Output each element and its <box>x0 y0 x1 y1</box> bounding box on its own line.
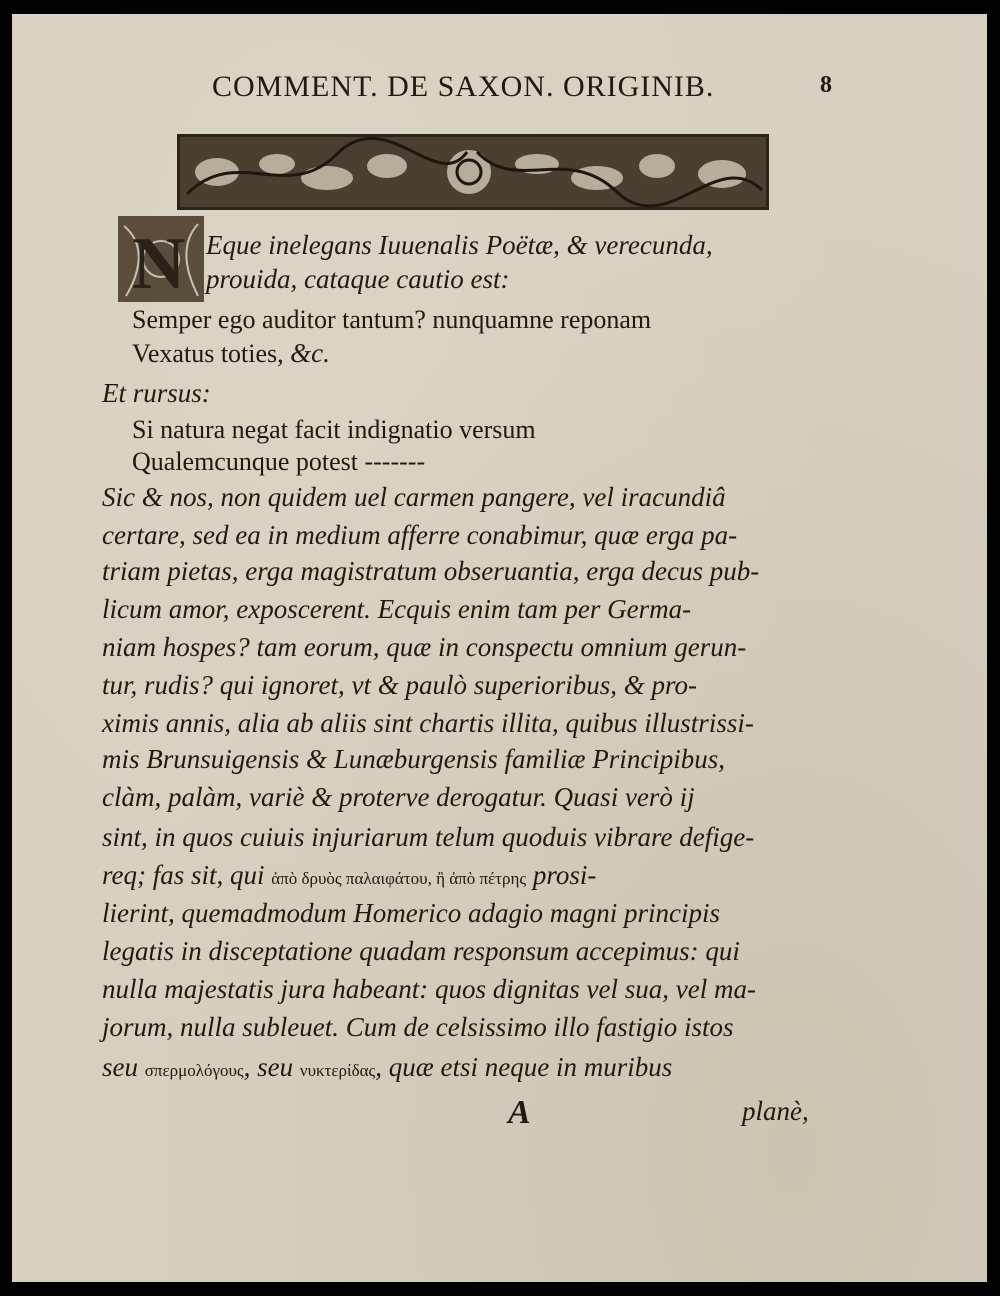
text-line <box>102 1050 672 1088</box>
catchword: planè, <box>742 1096 809 1126</box>
greek-phrase: σπερμολόγους <box>144 1061 244 1080</box>
text-span: req; fas sit, qui <box>102 860 272 890</box>
text-line <box>102 554 759 588</box>
text-span: clàm, palàm, variè & proterve derogatur. Quasi verò ij <box>102 782 695 812</box>
text-line <box>102 896 720 930</box>
text-line <box>102 858 596 896</box>
text-span: prosi- <box>526 860 597 890</box>
text-line <box>102 934 740 968</box>
text-line <box>102 1010 734 1044</box>
text-line <box>132 444 425 479</box>
text-span: licum amor, exposcerent. Ecquis enim tam per Germa- <box>102 594 692 624</box>
text-span: sint, in quos cuiuis injuriarum telum quoduis vibrare defige- <box>102 822 755 852</box>
text-span: lierint, quemadmodum Homerico adagio magni principis <box>102 898 720 928</box>
text-span: jorum, nulla subleuet. Cum de celsissimo illo fastigio istos <box>102 1012 734 1042</box>
text-span: Semper ego auditor tantum? nunquamne reponam <box>132 305 652 334</box>
text-span: prouida, cataque cautio est: <box>206 264 510 294</box>
text-line <box>206 262 509 296</box>
signature-mark: A <box>508 1094 531 1131</box>
text-span: Vexatus toties, <box>132 339 291 368</box>
text-line <box>102 780 695 814</box>
text-span: Si natura negat facit indignatio versum <box>132 415 536 444</box>
text-span: Et rursus: <box>102 378 211 408</box>
text-span: seu <box>102 1052 145 1082</box>
greek-phrase: ἀπὸ δρυὸς παλαιφάτου, ἢ ἀπὸ πέτρης <box>271 869 527 888</box>
text-span: triam pietas, erga magistratum obseruantia, erga decus pub- <box>102 556 760 586</box>
text-line <box>102 630 746 664</box>
greek-phrase: νυκτερίδας <box>299 1061 376 1080</box>
text-span: &c. <box>290 338 330 368</box>
text-line <box>206 228 713 262</box>
running-title: COMMENT. DE SAXON. ORIGINIB. <box>212 70 715 103</box>
text-line <box>102 820 754 854</box>
text-line <box>102 376 211 410</box>
book-page <box>12 14 987 1282</box>
initial-letter: N <box>132 223 186 305</box>
headpiece-ornament <box>177 134 769 210</box>
text-span: nulla majestatis jura habeant: quos dignitas vel sua, vel ma- <box>102 974 756 1004</box>
text-span: niam hospes? tam eorum, quæ in conspectu omnium gerun- <box>102 632 747 662</box>
text-line <box>102 706 754 740</box>
text-span: , seu <box>243 1052 300 1082</box>
text-line <box>102 592 691 626</box>
text-span: legatis in disceptatione quadam responsum accepimus: qui <box>102 936 740 966</box>
decorated-initial <box>118 216 204 305</box>
text-span: Sic & nos, non quidem uel carmen pangere, vel iracundiâ <box>102 482 726 512</box>
page-number: 8 <box>820 72 832 98</box>
text-line <box>102 742 725 776</box>
text-line <box>102 480 726 514</box>
text-line <box>132 412 536 447</box>
text-span: certare, sed ea in medium afferre conabimur, quæ erga pa- <box>102 520 738 550</box>
text-line <box>132 336 330 371</box>
text-span: ximis annis, alia ab aliis sint chartis illita, quibus illustrissi- <box>102 708 754 738</box>
text-line <box>102 518 737 552</box>
text-line <box>132 302 651 337</box>
text-span: mis Brunsuigensis & Lunæburgensis familiæ Principibus, <box>102 744 726 774</box>
text-line <box>102 668 697 702</box>
text-span: tur, rudis? qui ignoret, vt & paulò superioribus, & pro- <box>102 670 698 700</box>
text-span: Eque inelegans Iuuenalis Poëtæ, & verecunda, <box>206 230 713 260</box>
text-span: Qualemcunque potest ------- <box>132 447 426 476</box>
text-span: , quæ etsi neque in muribus <box>375 1052 673 1082</box>
text-line <box>102 972 756 1006</box>
